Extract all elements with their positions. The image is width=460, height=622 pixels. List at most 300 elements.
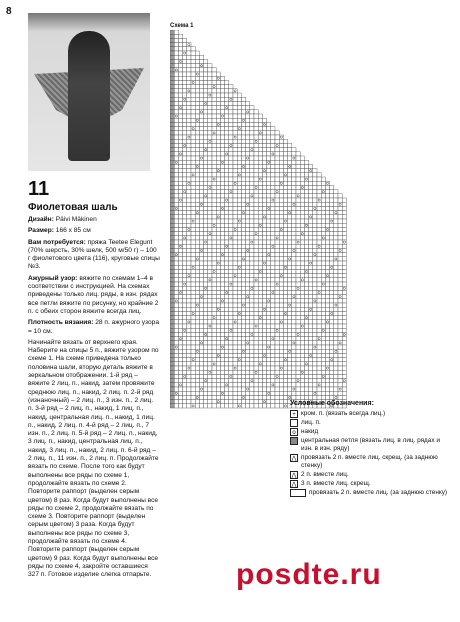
chart-cell [241,143,245,147]
chart-cell [309,286,313,290]
chart-cell [237,110,241,114]
chart-cell [191,202,195,206]
chart-cell [279,139,283,143]
chart-cell [317,370,321,374]
chart-cell [241,131,245,135]
chart-cell [183,59,187,63]
chart-cell [304,198,308,202]
chart-cell [212,68,216,72]
chart-cell [183,101,187,105]
chart-cell [258,370,262,374]
chart-cell [204,127,208,131]
chart-cell [258,374,262,378]
legend-symbol-icon [290,489,306,497]
chart-cell [258,160,262,164]
chart-cell [279,274,283,278]
chart-cell [250,374,254,378]
chart-cell [220,370,224,374]
chart-cell [317,295,321,299]
chart-cell [237,164,241,168]
chart-cell [178,55,182,59]
chart-cell [178,198,182,202]
chart-cell [183,106,187,110]
chart-cell [216,345,220,349]
chart-cell [220,114,224,118]
chart-cell [275,303,279,307]
chart-cell [309,337,313,341]
chart-cell [187,202,191,206]
chart-cell [334,227,338,231]
legend-title: Условные обозначения: [290,400,374,407]
chart-cell [241,257,245,261]
chart-cell [246,198,250,202]
chart-cell [262,370,266,374]
chart-cell [309,215,313,219]
chart-cell [170,47,174,51]
chart-cell [191,101,195,105]
chart-cell [237,244,241,248]
chart-cell [254,181,258,185]
chart-cell [288,278,292,282]
chart-cell [296,265,300,269]
chart-cell [204,324,208,328]
chart-cell [279,328,283,332]
chart-cell [183,248,187,252]
chart-cell [199,400,203,404]
chart-cell [187,118,191,122]
chart-cell [216,274,220,278]
chart-cell [250,395,254,399]
chart-cell [195,366,199,370]
chart-cell [292,299,296,303]
chart-cell [220,307,224,311]
chart-cell [183,316,187,320]
chart-cell [321,370,325,374]
chart-cell [178,400,182,404]
chart-cell [170,190,174,194]
chart-cell [262,337,266,341]
chart-cell [246,181,250,185]
chart-cell [178,173,182,177]
chart-cell [229,395,233,399]
chart-cell [216,185,220,189]
chart-cell [325,391,329,395]
chart-cell [229,232,233,236]
chart-cell [309,387,313,391]
chart-cell [275,345,279,349]
chart-cell [187,362,191,366]
chart-cell [229,353,233,357]
chart-cell [313,261,317,265]
chart-cell [195,97,199,101]
chart-cell [313,248,317,252]
chart-cell [300,198,304,202]
chart-cell [254,206,258,210]
chart-cell [208,106,212,110]
chart-cell [309,370,313,374]
chart-cell [288,324,292,328]
chart-cell [258,240,262,244]
chart-cell [283,391,287,395]
chart-cell [216,101,220,105]
chart-cell [170,383,174,387]
chart-cell [191,127,195,131]
chart-cell [271,257,275,261]
chart-cell [216,404,220,408]
chart-cell [300,345,304,349]
chart-cell [170,135,174,139]
chart-cell [237,286,241,290]
chart-cell [246,316,250,320]
chart-cell [225,143,229,147]
chart-cell [199,55,203,59]
chart-cell [275,173,279,177]
chart-cell [191,59,195,63]
chart-cell [170,299,174,303]
chart-cell [241,198,245,202]
chart-cell [254,190,258,194]
chart-cell [187,370,191,374]
chart-cell [237,118,241,122]
chart-cell [262,248,266,252]
chart-cell [225,122,229,126]
chart-cell [216,370,220,374]
chart-cell [170,202,174,206]
chart-cell [246,127,250,131]
chart-cell [292,215,296,219]
chart-cell [258,269,262,273]
chart-cell [254,265,258,269]
chart-cell [208,311,212,315]
chart-cell [267,177,271,181]
chart-cell [288,299,292,303]
chart-cell [309,244,313,248]
chart-cell [187,139,191,143]
chart-cell [233,358,237,362]
chart-cell [262,269,266,273]
chart-cell [183,47,187,51]
chart-cell [254,122,258,126]
chart-cell [187,51,191,55]
chart-cell [271,400,275,404]
chart-cell [275,148,279,152]
chart-cell [262,307,266,311]
chart-cell [241,337,245,341]
chart-cell [275,328,279,332]
chart-cell [212,135,216,139]
chart-cell [191,215,195,219]
chart-cell [330,244,334,248]
chart-cell [325,349,329,353]
chart-cell [304,349,308,353]
chart-cell [309,316,313,320]
chart-cell [334,290,338,294]
chart-cell [321,244,325,248]
chart-cell [170,337,174,341]
chart-cell [208,320,212,324]
chart-cell [275,219,279,223]
chart-cell [199,303,203,307]
chart-cell [237,114,241,118]
chart-cell [216,257,220,261]
chart-cell [271,232,275,236]
chart-cell [216,114,220,118]
chart-cell [292,185,296,189]
chart-cell [233,139,237,143]
chart-cell [283,202,287,206]
chart-cell [174,324,178,328]
chart-cell [187,156,191,160]
chart-cell [170,160,174,164]
chart-cell [267,164,271,168]
chart-cell [283,143,287,147]
chart-cell [250,190,254,194]
chart-cell [204,278,208,282]
chart-cell [309,265,313,269]
chart-cell [325,253,329,257]
chart-cell [199,106,203,110]
chart-cell [191,383,195,387]
chart-cell [317,379,321,383]
chart-cell [246,269,250,273]
chart-cell [170,169,174,173]
chart-cell [199,118,203,122]
chart-cell [271,185,275,189]
chart-cell [267,190,271,194]
chart-cell [174,47,178,51]
chart-cell [204,206,208,210]
chart-cell [325,299,329,303]
chart-cell [178,181,182,185]
chart-cell [288,295,292,299]
chart-cell [191,286,195,290]
chart-cell [195,349,199,353]
chart-cell [292,202,296,206]
chart-cell [233,345,237,349]
chart-cell [283,227,287,231]
chart-cell [250,236,254,240]
chart-cell [187,324,191,328]
chart-cell [183,156,187,160]
chart-cell [254,131,258,135]
chart-cell [183,253,187,257]
chart-cell [220,261,224,265]
chart-cell [317,278,321,282]
chart-cell [258,328,262,332]
chart-cell [288,244,292,248]
chart-cell [233,131,237,135]
chart-cell [250,177,254,181]
chart-cell [225,307,229,311]
chart-cell [195,55,199,59]
chart-cell [208,362,212,366]
chart-cell [258,236,262,240]
chart-cell [229,387,233,391]
chart-cell [283,282,287,286]
chart-cell [275,257,279,261]
chart-cell [300,223,304,227]
chart-cell [208,160,212,164]
chart-cell [237,122,241,126]
chart-cell [191,206,195,210]
chart-cell [220,391,224,395]
chart-cell [288,349,292,353]
chart-cell [267,332,271,336]
chart-cell [267,374,271,378]
chart-cell [283,253,287,257]
chart-cell [288,236,292,240]
chart-cell [225,194,229,198]
chart-cell [250,290,254,294]
chart-cell [271,353,275,357]
chart-cell [317,391,321,395]
chart-cell [229,89,233,93]
chart-cell [195,253,199,257]
chart-cell [296,211,300,215]
chart-cell [174,248,178,252]
chart-cell [174,160,178,164]
chart-cell [309,290,313,294]
chart-cell [288,337,292,341]
chart-cell [262,278,266,282]
chart-cell [212,240,216,244]
chart-cell [258,383,262,387]
chart-cell [178,194,182,198]
chart-cell [279,206,283,210]
chart-cell [309,185,313,189]
chart-cell [174,253,178,257]
chart-cell [212,383,216,387]
chart-cell [250,379,254,383]
chart-cell [317,236,321,240]
chart-cell [199,261,203,265]
chart-cell [313,290,317,294]
chart-cell [300,303,304,307]
chart-cell [246,358,250,362]
chart-cell [330,248,334,252]
chart-cell [204,387,208,391]
chart-cell [246,232,250,236]
chart-cell [275,190,279,194]
chart-cell [178,349,182,353]
chart-cell [216,110,220,114]
chart-cell [267,211,271,215]
chart-cell [262,404,266,408]
chart-cell [262,282,266,286]
chart-cell [212,299,216,303]
chart-cell [296,223,300,227]
chart-cell [275,391,279,395]
chart-cell [199,299,203,303]
chart-cell [187,332,191,336]
chart-cell [283,324,287,328]
chart-cell [330,257,334,261]
chart-cell [233,173,237,177]
chart-cell [216,303,220,307]
chart-cell [204,181,208,185]
chart-cell [300,156,304,160]
chart-cell [309,211,313,215]
chart-cell [254,362,258,366]
chart-cell [300,206,304,210]
chart-cell [195,122,199,126]
chart-cell [178,316,182,320]
chart-cell [254,173,258,177]
chart-cell [246,362,250,366]
chart-cell [241,282,245,286]
chart-cell [292,160,296,164]
chart-cell [174,206,178,210]
chart-cell [296,383,300,387]
chart-cell [296,194,300,198]
chart-cell [275,139,279,143]
chart-cell [321,395,325,399]
chart-cell [267,232,271,236]
chart-cell [271,164,275,168]
chart-cell [199,366,203,370]
chart-cell [288,345,292,349]
chart-cell [229,253,233,257]
chart-cell [246,324,250,328]
chart-cell [208,345,212,349]
chart-cell [283,320,287,324]
chart-cell [233,395,237,399]
chart-cell [283,206,287,210]
chart-cell [246,383,250,387]
chart-cell [204,341,208,345]
chart-cell [283,194,287,198]
chart-cell [216,118,220,122]
chart-cell [250,181,254,185]
chart-cell [330,269,334,273]
chart-cell [321,240,325,244]
chart-cell [262,303,266,307]
chart-cell [229,248,233,252]
chart-cell [225,198,229,202]
chart-cell [237,211,241,215]
chart-cell [233,190,237,194]
chart-cell [313,324,317,328]
chart-cell [187,47,191,51]
chart-cell [292,332,296,336]
chart-cell [178,358,182,362]
chart-cell [254,248,258,252]
chart-cell [321,253,325,257]
chart-cell [199,59,203,63]
chart-cell [174,72,178,76]
chart-cell [296,286,300,290]
chart-cell [204,395,208,399]
chart-cell [288,211,292,215]
chart-cell [204,80,208,84]
chart-cell [174,400,178,404]
chart-cell [325,387,329,391]
chart-cell [229,278,233,282]
chart-cell [204,68,208,72]
chart-cell [258,257,262,261]
chart-cell [220,269,224,273]
chart-cell [246,223,250,227]
chart-cell [279,181,283,185]
chart-cell [254,110,258,114]
chart-cell [241,362,245,366]
chart-cell [178,68,182,72]
chart-cell [313,295,317,299]
chart-cell [220,122,224,126]
chart-cell [187,223,191,227]
chart-cell [170,353,174,357]
chart-cell [309,320,313,324]
